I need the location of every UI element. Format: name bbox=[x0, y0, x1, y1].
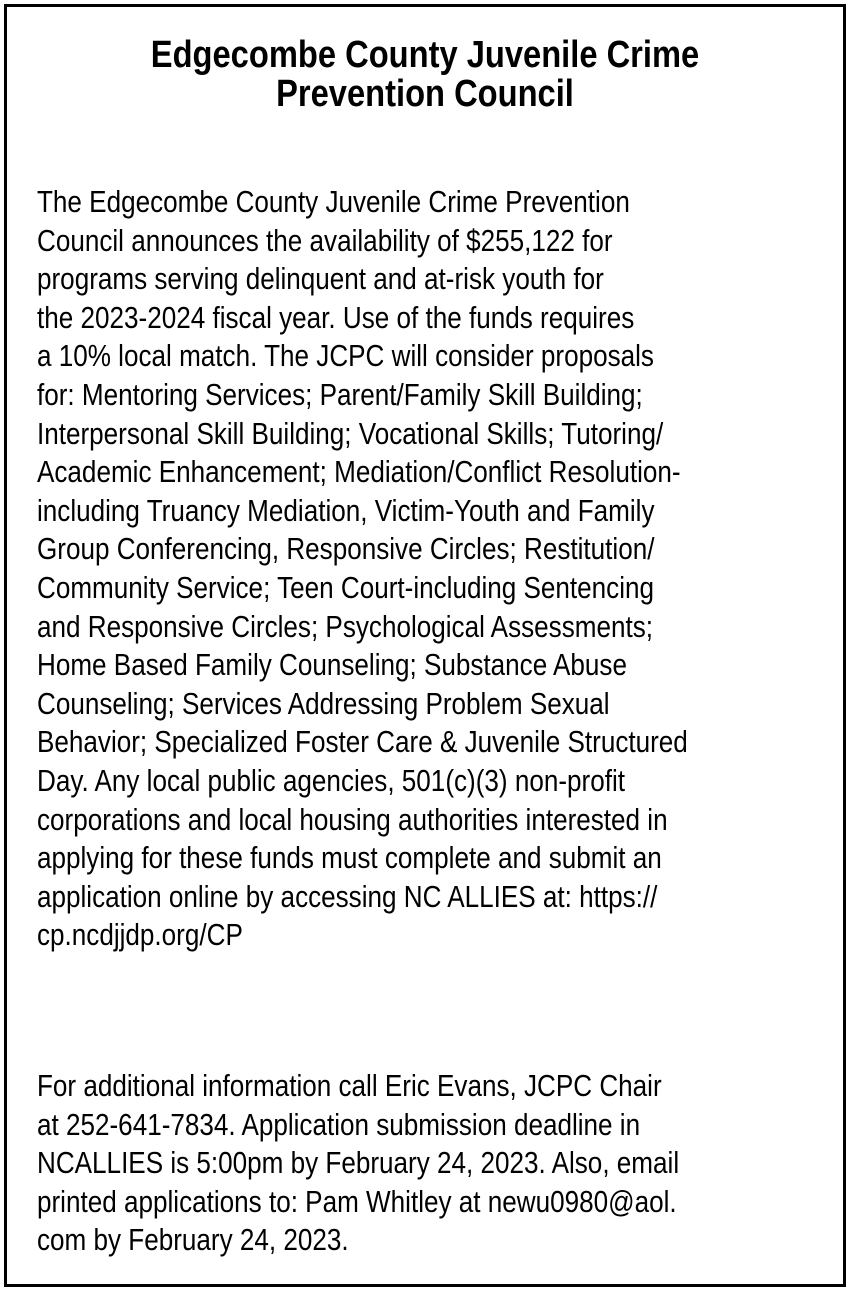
text-line: cp.ncdjjdp.org/CP bbox=[37, 918, 243, 953]
text-line: programs serving delinquent and at-risk youth for bbox=[37, 262, 604, 297]
text-line: Day. Any local public agencies, 501(c)(3) non-profit bbox=[37, 763, 626, 798]
text-line: printed applications to: Pam Whitley at newu0980@aol. bbox=[37, 1184, 677, 1219]
text-line: for: Mentoring Services; Parent/Family Skill Building; bbox=[37, 377, 643, 412]
text-line: Academic Enhancement; Mediation/Conflict Resolution- bbox=[37, 455, 681, 490]
text-line: including Truancy Mediation, Victim-Youth and Family bbox=[37, 493, 655, 528]
text-line: corporations and local housing authorities interested in bbox=[37, 802, 668, 837]
legal-notice-frame bbox=[4, 4, 846, 1287]
text-line: Group Conferencing, Responsive Circles; Restitution/ bbox=[37, 532, 655, 567]
text-line: and Responsive Circles; Psychological Assessments; bbox=[37, 609, 654, 644]
text-line: The Edgecombe County Juvenile Crime Prevention bbox=[37, 185, 630, 219]
text-line: the 2023-2024 fiscal year. Use of the funds requires bbox=[37, 300, 635, 335]
text-line: Behavior; Specialized Foster Care & Juvenile Structured bbox=[37, 725, 688, 760]
text-line: Home Based Family Counseling; Substance Abuse bbox=[37, 648, 627, 683]
text-line: Interpersonal Skill Building; Vocational Skills; Tutoring/ bbox=[37, 416, 664, 451]
text-line: application online by accessing NC ALLIES at: https:// bbox=[37, 879, 658, 914]
text-line: NCALLIES is 5:00pm by February 24, 2023. Also, email bbox=[37, 1146, 680, 1181]
notice-title bbox=[66, 29, 785, 115]
title-line: Prevention Council bbox=[276, 72, 574, 115]
text-line: applying for these funds must complete and submit an bbox=[37, 841, 662, 876]
text-line: Counseling; Services Addressing Problem Sexual bbox=[37, 686, 610, 721]
contact-paragraph bbox=[37, 1067, 807, 1260]
text-line: com by February 24, 2023. bbox=[37, 1223, 349, 1258]
text-line: For additional information call Eric Evans, JCPC Chair bbox=[37, 1069, 662, 1103]
text-line: at 252-641-7834. Application submission deadline in bbox=[37, 1107, 641, 1142]
text-line: Council announces the availability of $255,122 for bbox=[37, 223, 613, 258]
text-line: Community Service; Teen Court-including Sentencing bbox=[37, 570, 655, 605]
text-line: a 10% local match. The JCPC will consider proposals bbox=[37, 339, 654, 374]
title-line: Edgecombe County Juvenile Crime bbox=[150, 34, 700, 76]
announcement-paragraph bbox=[37, 183, 807, 955]
